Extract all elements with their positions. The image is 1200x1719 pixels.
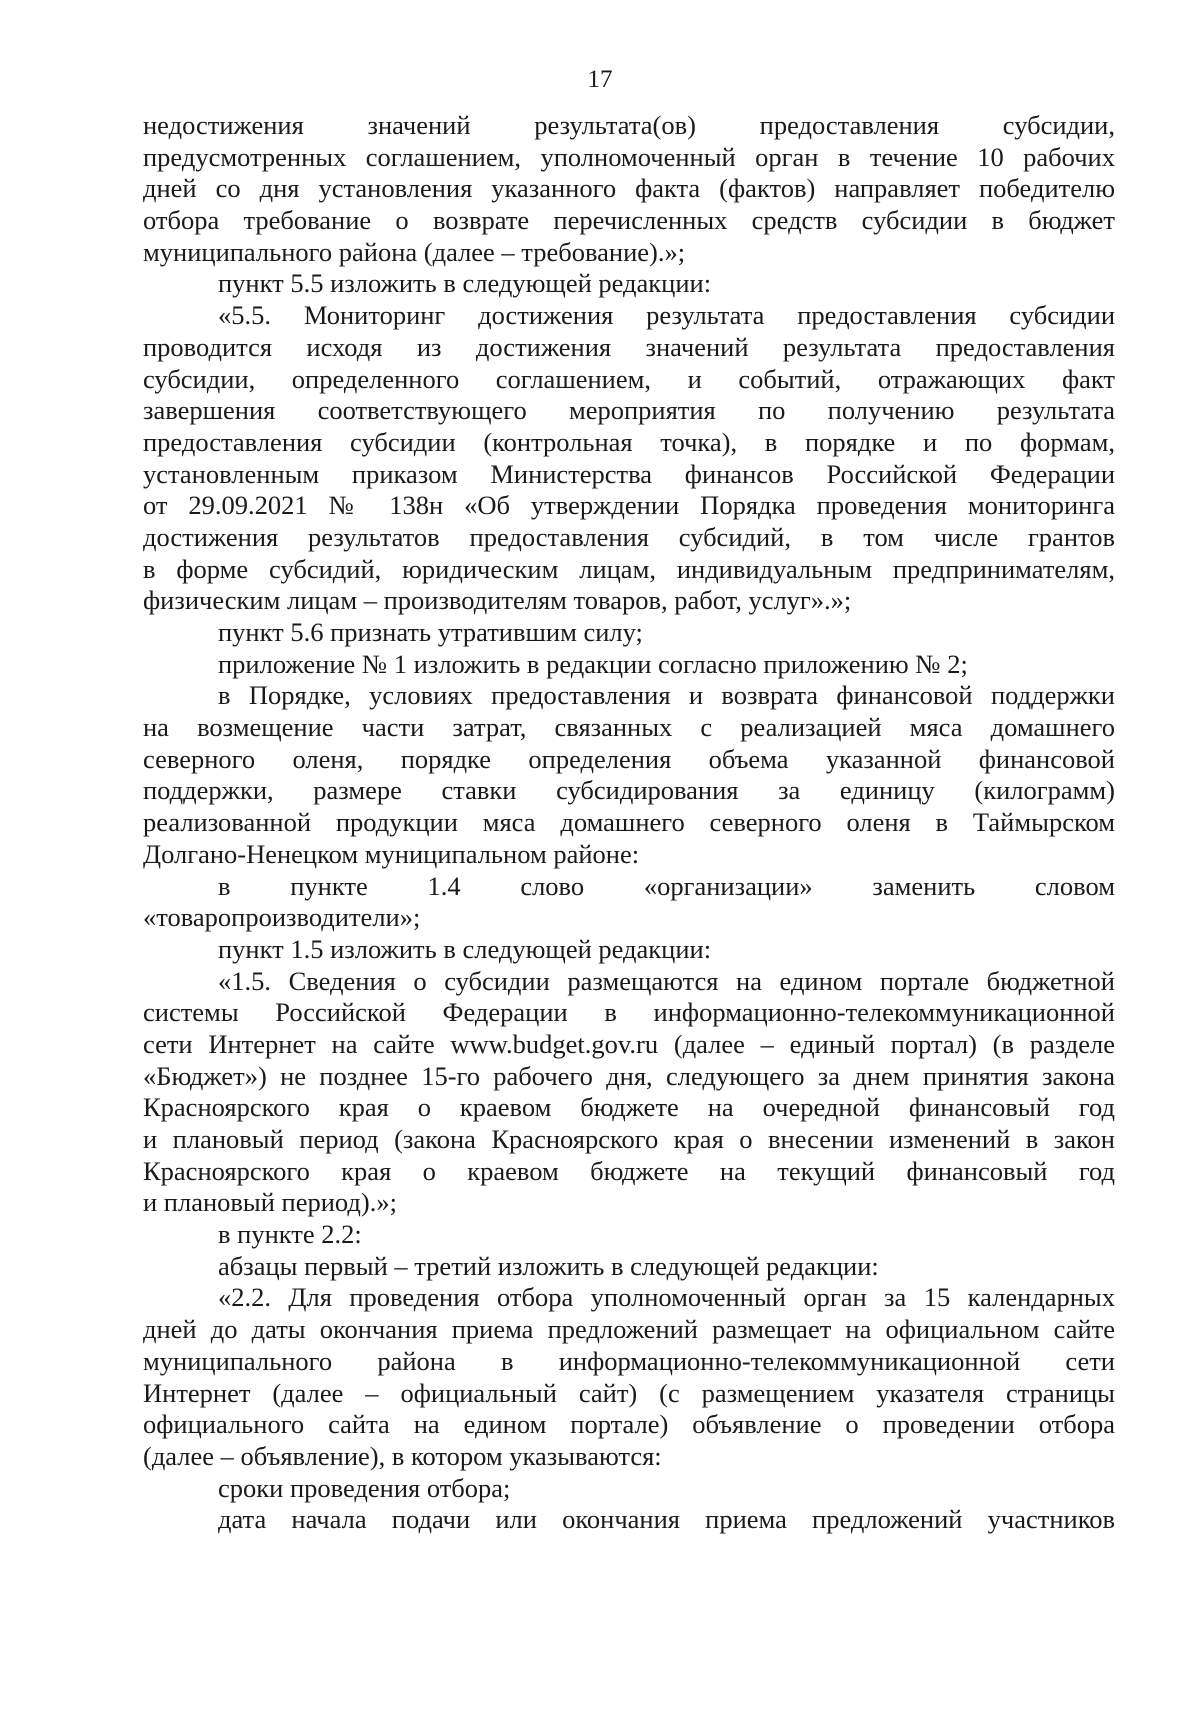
text-line: физическим лицам – производителям товаров, работ, услуг».»;	[143, 585, 852, 616]
text-line: «2.2. Для проведения отбора уполномоченный орган за 15 календарных	[218, 1282, 1115, 1313]
text-line: абзацы первый – третий изложить в следующей редакции:	[218, 1250, 879, 1281]
page-number: 17	[587, 66, 613, 93]
text-line: завершения соответствующего мероприятия по получению результата	[143, 395, 1115, 426]
text-line: реализованной продукции мяса домашнего северного оленя в Таймырском	[143, 807, 1115, 838]
text-line: (далее – объявление), в котором указываются:	[143, 1440, 662, 1471]
text-line: недостижения значений результата(ов) предоставления субсидии,	[143, 110, 1115, 140]
text-line: «товаропроизводители»;	[143, 902, 421, 933]
text-line: на возмещение части затрат, связанных с реализацией мяса домашнего	[143, 712, 1115, 743]
text-line: пункт 5.6 признать утратившим силу;	[218, 617, 643, 647]
text-line: отбора требование о возврате перечисленных средств субсидии в бюджет	[143, 205, 1115, 236]
text-line: официального сайта на едином портале) объявление о проведении отбора	[143, 1409, 1115, 1440]
text-line: в форме субсидий, юридическим лицам, индивидуальным предпринимателям,	[143, 553, 1115, 584]
document-body	[143, 110, 1115, 1536]
text-line: субсидии, определенного соглашением, и событий, отражающих факт	[143, 363, 1115, 394]
text-line: предусмотренных соглашением, уполномоченный орган в течение 10 рабочих	[143, 141, 1115, 172]
text-line: сети Интернет на сайте www.budget.gov.ru (далее – единый портал) (в разделе	[143, 1028, 1115, 1059]
text-line: Долгано-Ненецком муниципальном районе:	[143, 838, 640, 869]
text-line: «Бюджет») не позднее 15-го рабочего дня, следующего за днем принятия закона	[143, 1060, 1115, 1091]
text-line: системы Российской Федерации в информационно-телекоммуникационной	[143, 997, 1115, 1028]
text-line: поддержки, размере ставки субсидирования за единицу (килограмм)	[143, 775, 1115, 806]
text-line: в Порядке, условиях предоставления и возврата финансовой поддержки	[218, 680, 1115, 711]
text-line: северного оленя, порядке определения объема указанной финансовой	[143, 743, 1115, 774]
text-line: Красноярского края о краевом бюджете на очередной финансовый год	[143, 1092, 1115, 1123]
text-line: муниципального района в информационно-телекоммуникационной сети	[143, 1345, 1115, 1376]
text-line: Интернет (далее – официальный сайт) (с размещением указателя страницы	[143, 1377, 1115, 1408]
text-line: дней со дня установления указанного факта (фактов) направляет победителю	[143, 173, 1115, 204]
text-line: от 29.09.2021 № 138н «Об утверждении Порядка проведения мониторинга	[143, 490, 1115, 521]
text-line: Красноярского края о краевом бюджете на текущий финансовый год	[143, 1155, 1115, 1186]
text-line: пункт 1.5 изложить в следующей редакции:	[218, 933, 712, 964]
text-line: и плановый период (закона Красноярского края о внесении изменений в закон	[143, 1124, 1115, 1154]
text-line: проводится исходя из достижения значений результата предоставления	[143, 331, 1115, 362]
text-line: сроки проведения отбора;	[218, 1472, 511, 1503]
text-line: «5.5. Мониторинг достижения результата предоставления субсидии	[218, 300, 1115, 331]
text-line: приложение № 1 изложить в редакции согласно приложению № 2;	[218, 648, 968, 679]
text-line: пункт 5.5 изложить в следующей редакции:	[218, 268, 712, 299]
text-line: в пункте 2.2:	[218, 1219, 362, 1250]
text-line: дата начала подачи или окончания приема предложений участников	[218, 1504, 1115, 1535]
text-line: достижения результатов предоставления субсидий, в том числе грантов	[143, 521, 1115, 552]
text-line: дней до даты окончания приема предложений размещает на официальном сайте	[143, 1314, 1115, 1345]
text-line: муниципального района (далее – требование).»;	[143, 236, 686, 267]
text-line: «1.5. Сведения о субсидии размещаются на едином портале бюджетной	[218, 965, 1115, 996]
text-line: и плановый период).»;	[143, 1187, 397, 1218]
text-line: предоставления субсидии (контрольная точка), в порядке и по формам,	[143, 426, 1115, 457]
text-line: в пункте 1.4 слово «организации» заменить словом	[218, 870, 1115, 901]
text-line: установленным приказом Министерства финансов Российской Федерации	[143, 458, 1115, 489]
